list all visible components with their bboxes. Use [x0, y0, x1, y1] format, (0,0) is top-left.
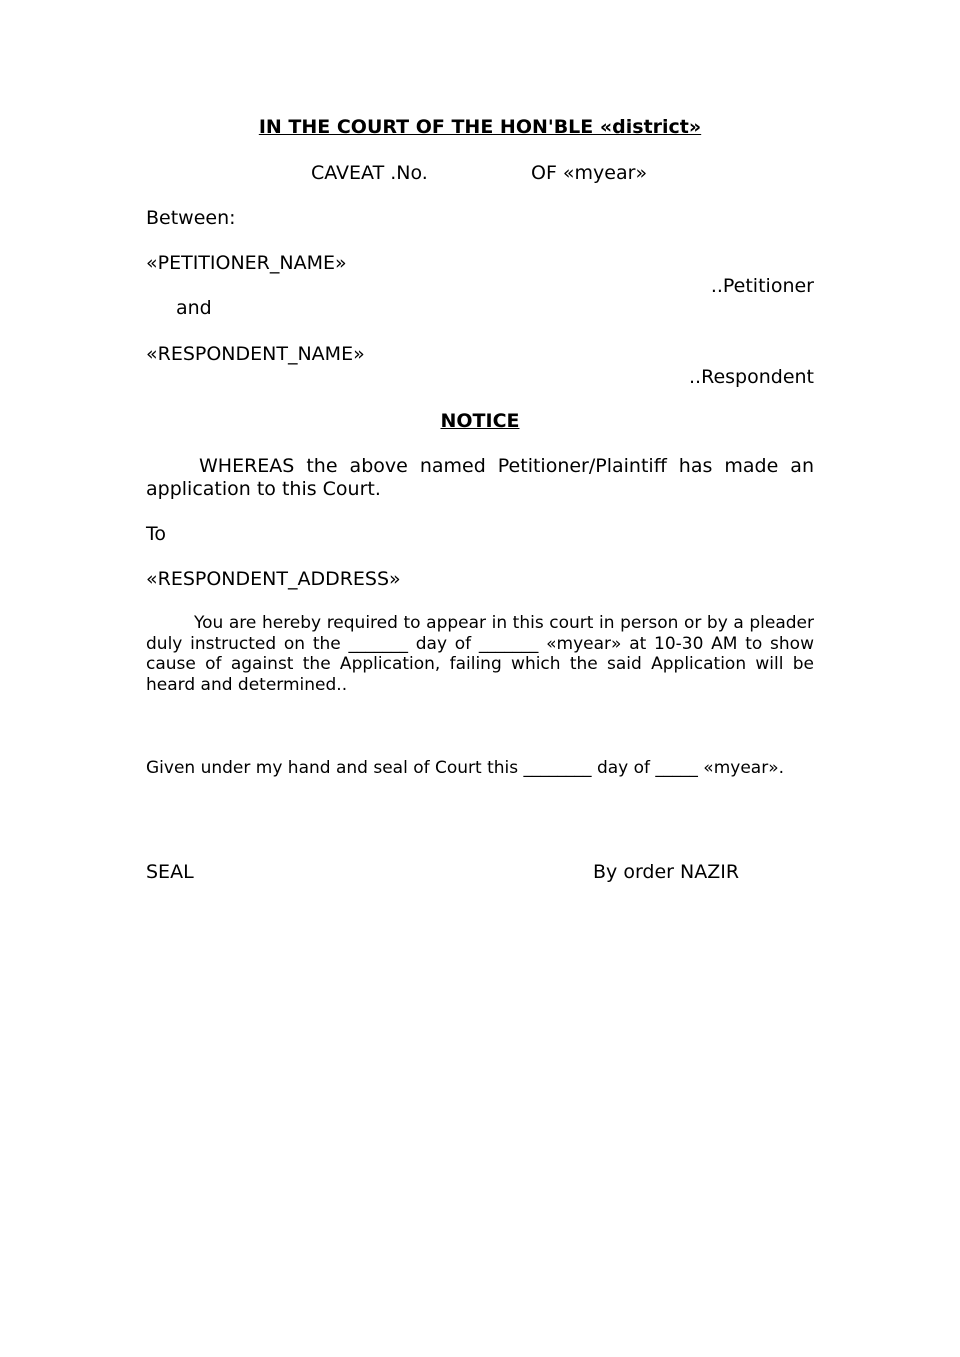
petitioner-name: «PETITIONER_NAME» — [146, 252, 347, 274]
caveat-year-label: OF «myear» — [531, 162, 648, 184]
respondent-name: «RESPONDENT_NAME» — [146, 343, 365, 365]
notice-title: NOTICE — [440, 410, 520, 432]
petitioner-role: ..Petitioner — [710, 275, 814, 297]
whereas-paragraph: WHEREAS the above named Petitioner/Plaintiff has made an application to this Court. — [146, 455, 814, 500]
caveat-number-label: CAVEAT .No. — [311, 162, 428, 184]
seal-label: SEAL — [146, 861, 194, 883]
between-label: Between: — [146, 207, 236, 229]
court-heading: IN THE COURT OF THE HON'BLE «district» — [258, 116, 702, 138]
respondent-address: «RESPONDENT_ADDRESS» — [146, 568, 401, 590]
given-under-seal-line: Given under my hand and seal of Court this ________ day of _____ «myear». — [146, 758, 784, 778]
to-label: To — [146, 523, 167, 545]
signature-label: By order NAZIR — [593, 861, 740, 883]
appear-paragraph: You are hereby required to appear in this court in person or by a pleader duly instructed on the _______ day of _______ «myear» at 10-30 AM to show cause of against the Application, failing which the said Application will be heard and determined.. — [146, 613, 814, 695]
and-label: and — [176, 297, 212, 319]
respondent-role: ..Respondent — [689, 366, 814, 388]
